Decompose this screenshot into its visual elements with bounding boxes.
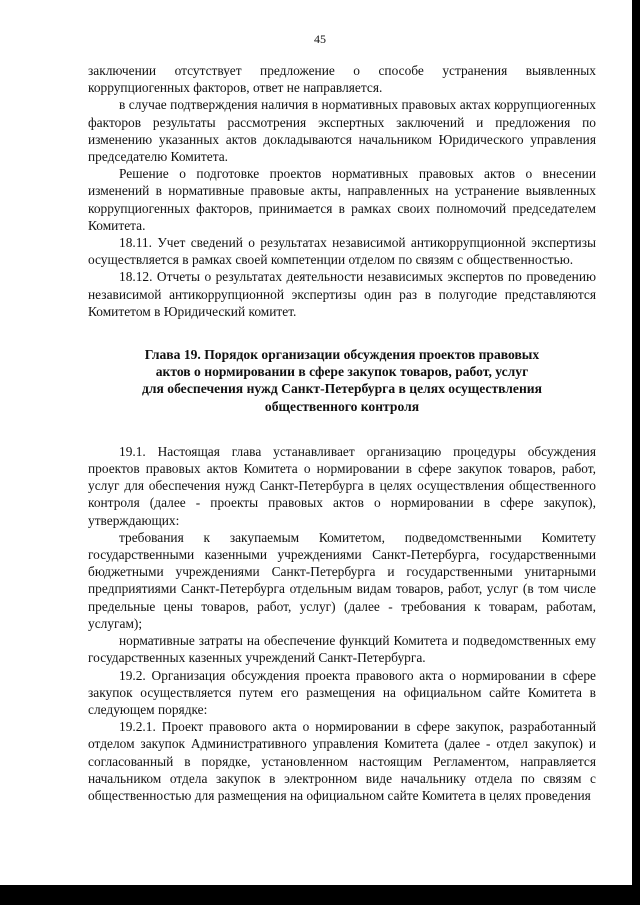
paragraph-18-11: 18.11. Учет сведений о результатах независимой антикоррупционной экспертизы осуществляется в рамках своей компетенции отделом по связям с общественностью. — [88, 235, 596, 268]
scan-edge-bottom — [0, 885, 640, 905]
page-number: 45 — [314, 32, 326, 46]
paragraph: в случае подтверждения наличия в нормативных правовых актах коррупциогенных факторов результаты рассмотрения экспертных заключений и предложения по изменению указанных актов докладываются начальником Юридического управления председателю Комитета. — [88, 97, 596, 165]
chapter-heading — [88, 346, 596, 415]
paragraph-19-2-1: 19.2.1. Проект правового акта о нормировании в сфере закупок, разработанный отделом закупок Административного управления Комитета (далее - отдел закупок) и согласованный в порядке, установленном настоящим Регламентом, направляется начальником отдела закупок в электронном виде начальнику отдела по связям с общественностью для размещения на официальном сайте Комитета в целях проведения — [88, 719, 596, 803]
paragraph-requirements: требования к закупаемым Комитетом, подведомственными Комитету государственными казенными учреждениями Санкт-Петербурга, государственными бюджетными учреждениями Санкт-Петербурга и государственными унитарными предприятиями Санкт-Петербурга отдельным видам товаров, работ, услуг (в том числе предельные цены товаров, работ, услуг) (далее - требования к товарам, работам, услугам); — [88, 529, 596, 631]
document-body — [88, 62, 596, 804]
chapter-heading-line: Глава 19. Порядок организации обсуждения проектов правовых — [144, 347, 540, 363]
paragraph: Решение о подготовке проектов нормативных правовых актов о внесении изменений в нормативные правовые акты, направленных на устранение выявленных коррупциогенных факторов, принимается в рамках своих полномочий председателем Комитета. — [88, 166, 596, 233]
scan-edge-right — [632, 0, 640, 905]
chapter-heading-line: актов о нормировании в сфере закупок товаров, работ, услуг — [155, 364, 529, 380]
chapter-heading-line: для обеспечения нужд Санкт-Петербурга в целях осуществления — [142, 381, 542, 397]
paragraph-18-12: 18.12. Отчеты о результатах деятельности независимых экспертов по проведению независимой антикоррупционной экспертизы один раз в полугодие представляются Комитетом в Юридический комитет. — [88, 269, 596, 319]
chapter-heading-line: общественного контроля — [264, 398, 420, 414]
paragraph-normative-costs: нормативные затраты на обеспечение функций Комитета и подведомственных ему государственных казенных учреждений Санкт-Петербурга. — [88, 633, 596, 666]
paragraph: заключении отсутствует предложение о способе устранения выявленных коррупциогенных факторов, ответ не направляется. — [88, 63, 596, 96]
paragraph-19-2: 19.2. Организация обсуждения проекта правового акта о нормировании в сфере закупок осуществляется путем его размещения на официальном сайте Комитета в следующем порядке: — [88, 667, 596, 717]
paragraph-19-1: 19.1. Настоящая глава устанавливает организацию процедуры обсуждения проектов правовых актов Комитета о нормировании в сфере закупок товаров, работ, услуг для обеспечения нужд Санкт-Петербурга в целях осуществления общественного контроля (далее - проекты правовых актов о нормировании в сфере закупок), утверждающих: — [88, 443, 596, 528]
